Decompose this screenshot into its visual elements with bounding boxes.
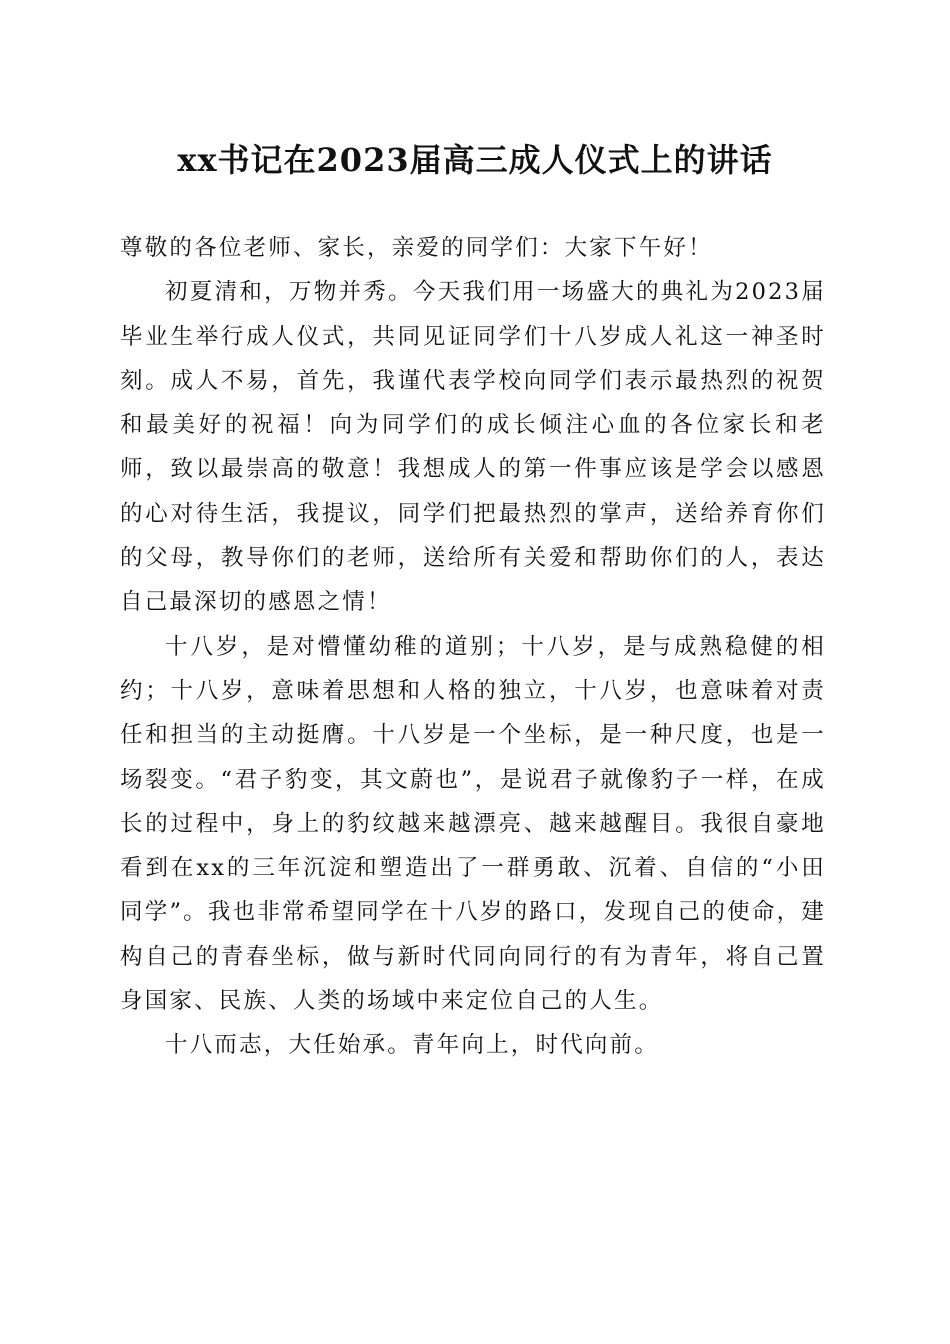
salutation: 尊敬的各位老师、家长，亲爱的同学们：大家下午好！ — [120, 235, 713, 261]
paragraph-1: 初夏清和，万物并秀。今天我们用一场盛大的典礼为2023届毕业生举行成人仪式，共同见证同学们十八岁成人礼这一神圣时刻。成人不易，首先，我谨代表学校向同学们表示最热烈的祝贺和最美好的祝福！向为同学们的成长倾注心血的各位家长和老师，致以最崇高的敬意！我想成人的第一件事应该是学会以感恩的心对待生活，我提议，同学们把最热烈的掌声，送给养育你们的父母，教导你们的老师，送给所有关爱和帮助你们的人，表达自己最深切的感恩之情！ — [120, 279, 826, 616]
paragraph-3: 十八而志，大任始承。青年向上，时代向前。 — [165, 1032, 660, 1059]
paragraph-2: 十八岁，是对懵懂幼稚的道别；十八岁，是与成熟稳健的相约；十八岁，意味着思想和人格的独立，十八岁，也意味着对责任和担当的主动挺膺。十八岁是一个坐标，是一种尺度，也是一场裂变。“君子豹变，其文蔚也”，是说君子就像豹子一样，在成长的过程中，身上的豹纹越来越漂亮、越来越醒目。我很自豪地看到在xx的三年沉淀和塑造出了一群勇敢、沉着、自信的“小田同学”。我也非常希望同学在十八岁的路口，发现自己的使命，建构自己的青春坐标，做与新时代同向同行的有为青年，将自己置身国家、民族、人类的场域中来定位自己的人生。 — [120, 633, 826, 1015]
document-body — [120, 226, 826, 1068]
document-title: xx书记在2023届高三成人仪式上的讲话 — [177, 141, 773, 179]
